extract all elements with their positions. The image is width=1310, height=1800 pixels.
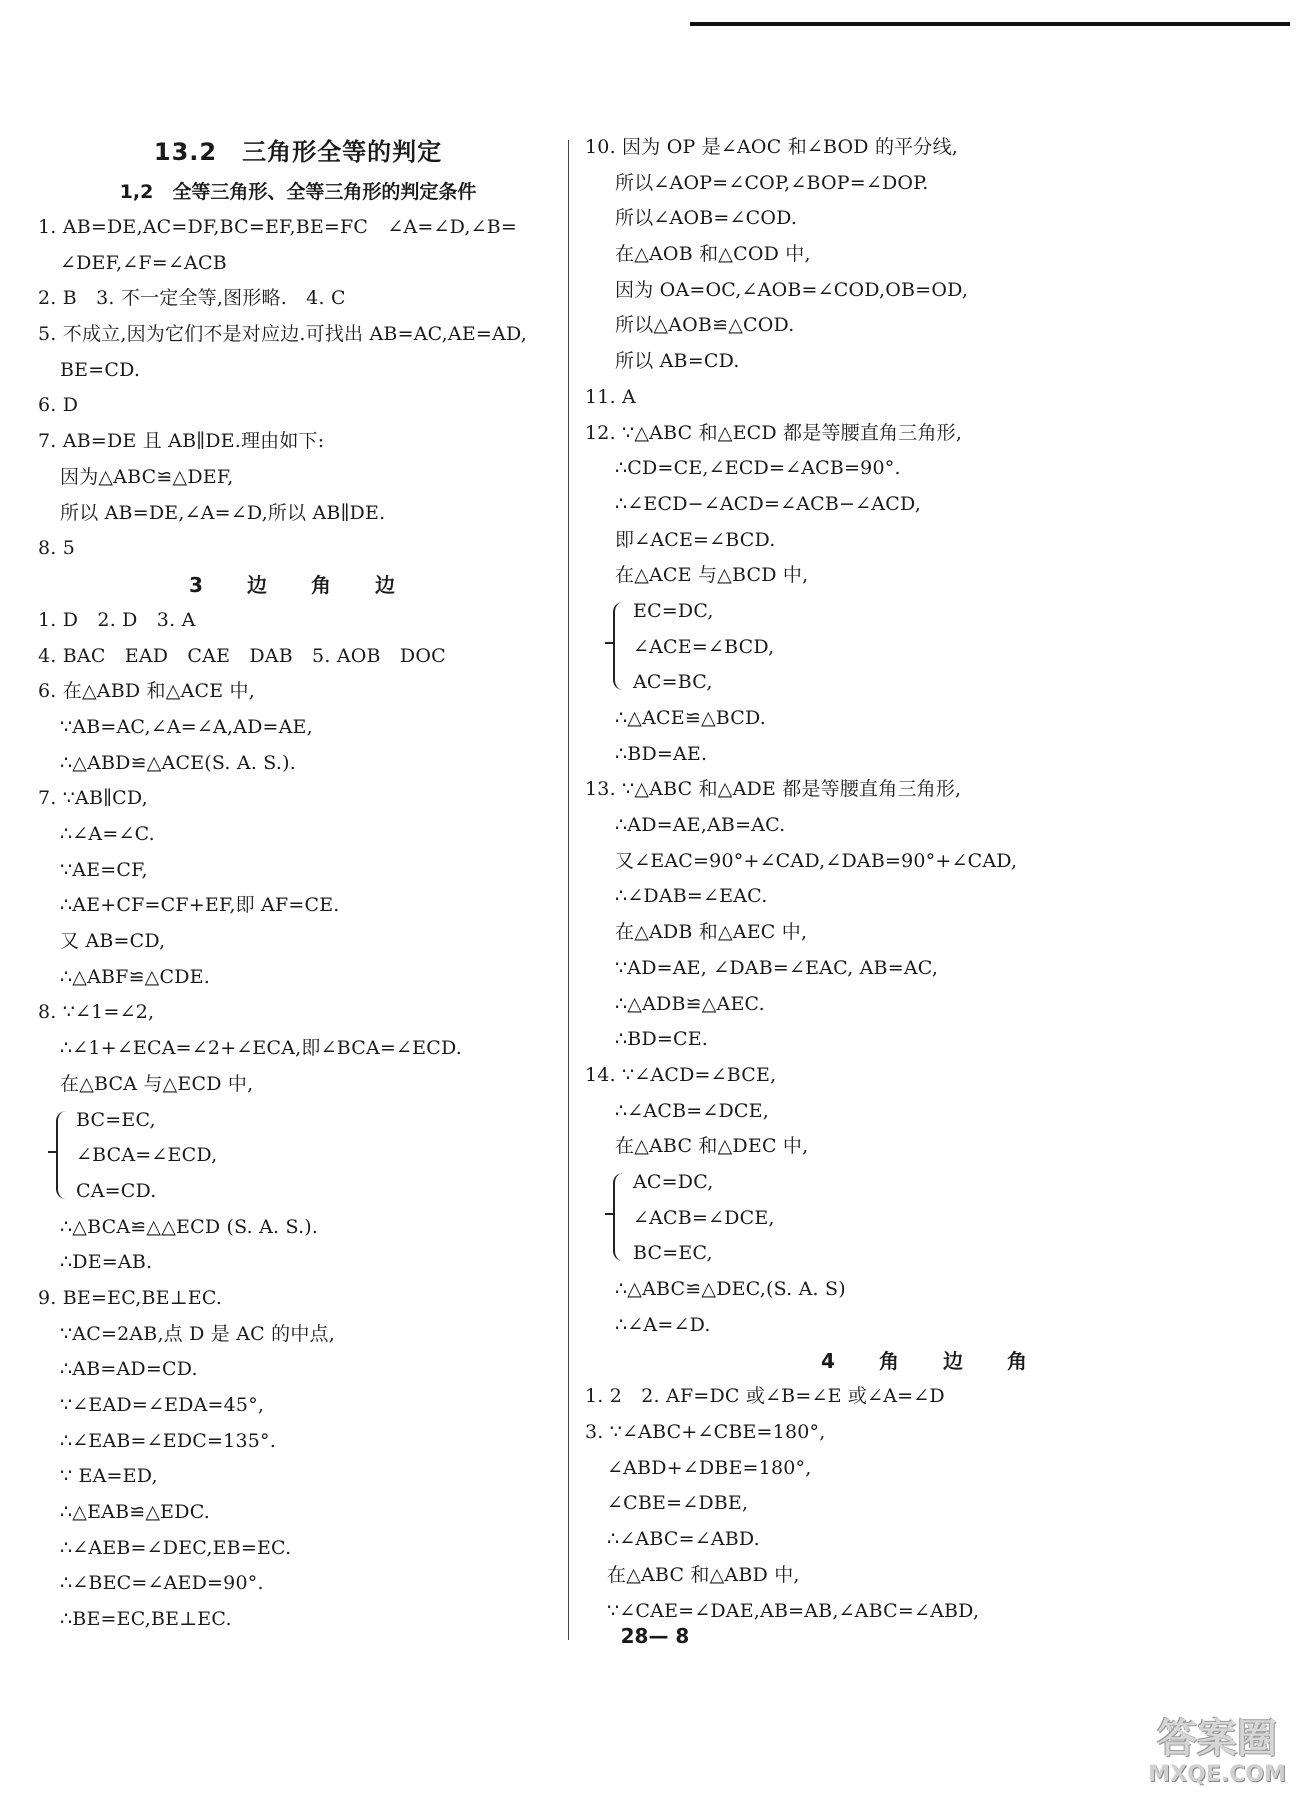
answer-line: ∴∠A=∠C. (60, 823, 155, 845)
answer-line: 7. AB=DE 且 AB∥DE.理由如下: (38, 430, 325, 453)
answer-line: ∠ABD+∠DBE=180°, (607, 1456, 812, 1479)
answer-line: 13. ∵△ABC 和△ADE 都是等腰直角三角形, (585, 778, 962, 801)
answer-line: ∴BD=AE. (615, 742, 708, 765)
right-column (585, 130, 1275, 1629)
answer-line: ∵∠CAE=∠DAE,AB=AB,∠ABC=∠ABD, (607, 1599, 980, 1622)
answer-line: ∴△BCA≌△△ECD (S. A. S.). (60, 1215, 319, 1238)
answer-line: 1. D 2. D 3. A (38, 608, 196, 631)
brace-group (38, 1103, 558, 1210)
answer-line: 5. 不成立,因为它们不是对应边.可找出 AB=AC,AE=AD, (38, 323, 527, 346)
answer-line: 即∠ACE=∠BCD. (615, 528, 776, 551)
brace-group (595, 594, 1275, 701)
answer-line: AC=BC, (633, 671, 713, 694)
answer-line: ∴△ABD≌△ACE(S. A. S.). (60, 751, 296, 774)
answer-line: 又 AB=CD, (60, 930, 166, 953)
answer-line: 所以∠AOB=∠COD. (615, 207, 798, 230)
answer-line: 11. A (585, 385, 636, 408)
answer-line: ∴△ABC≌△DEC,(S. A. S) (615, 1278, 846, 1300)
answer-line: ∴△EAB≌△EDC. (60, 1501, 210, 1524)
watermark-logo (1132, 1716, 1302, 1794)
answer-line: ∴AD=AE,AB=AC. (615, 814, 786, 837)
answer-line: 7. ∵AB∥CD, (38, 787, 148, 810)
answer-line: ∴△ADB≌△AEC. (615, 992, 765, 1015)
answer-line: CA=CD. (76, 1179, 157, 1202)
answer-line: ∵∠EAD=∠EDA=45°, (60, 1394, 265, 1416)
column-divider (568, 140, 569, 1640)
answer-line: 在△BCA 与△ECD 中, (60, 1072, 254, 1095)
answer-line: 所以 AB=CD. (615, 350, 740, 373)
answer-line: ∴∠DAB=∠EAC. (615, 885, 768, 908)
answer-line: 在△ABC 和△DEC 中, (615, 1135, 809, 1158)
answer-line: ∠ACE=∠BCD, (633, 635, 775, 658)
answer-line: ∵AB=AC,∠A=∠A,AD=AE, (60, 715, 313, 738)
answer-line: ∴∠AEB=∠DEC,EB=EC. (60, 1536, 292, 1559)
brace-group (595, 1165, 1275, 1272)
section-1-title: 1,2 全等三角形、全等三角形的判定条件 (119, 181, 477, 203)
answer-line: 8. 5 (38, 537, 76, 560)
answer-line: ∵ EA=ED, (60, 1465, 158, 1488)
left-column (38, 130, 558, 1638)
answer-line: AC=DC, (633, 1170, 714, 1193)
answer-line: ∠ACB=∠DCE, (633, 1206, 775, 1229)
answer-line: ∴∠BEC=∠AED=90°. (60, 1572, 264, 1595)
section-3-answers (38, 603, 558, 1638)
answer-line: ∵AD=AE, ∠DAB=∠EAC, AB=AC, (615, 956, 939, 979)
answer-line: BC=EC, (76, 1108, 156, 1131)
answer-line: 因为 OA=OC,∠AOB=∠COD,OB=OD, (615, 278, 969, 301)
section-4-title: 4 角 边 角 (821, 1349, 1039, 1374)
answer-line: ∴∠ECD−∠ACD=∠ACB−∠ACD, (615, 492, 921, 515)
answer-line: ∴∠ACB=∠DCE, (615, 1099, 769, 1122)
answer-line: BC=EC, (633, 1242, 713, 1265)
answer-line: 8. ∵∠1=∠2, (38, 1001, 155, 1024)
answer-line: 又∠EAC=90°+∠CAD,∠DAB=90°+∠CAD, (615, 849, 1018, 872)
answer-line: ∴CD=CE,∠ECD=∠ACB=90°. (615, 457, 901, 480)
answer-line: ∴△ACE≌△BCD. (615, 707, 767, 729)
answer-line: ∵AE=CF, (60, 858, 148, 881)
answer-line: ∠BCA=∠ECD, (76, 1144, 218, 1167)
section-1-answers (38, 210, 558, 567)
section-4-answers (585, 1379, 1275, 1629)
answer-line: ∴AB=AD=CD. (60, 1358, 198, 1381)
answer-line: 1. AB=DE,AC=DF,BC=EF,BE=FC ∠A=∠D,∠B= (38, 216, 518, 238)
answer-line: 因为△ABC≌△DEF, (60, 465, 234, 488)
watermark-top: 答案圈 (1157, 1716, 1277, 1762)
answer-line: 在△AOB 和△COD 中, (615, 243, 811, 266)
answer-line: 在△ADB 和△AEC 中, (615, 921, 808, 944)
section-3-answers-continued (585, 130, 1275, 1343)
answer-line: ∠CBE=∠DBE, (607, 1492, 749, 1515)
answer-line: ∵AC=2AB,点 D 是 AC 的中点, (60, 1322, 335, 1345)
answer-line: ∴DE=AB. (60, 1251, 153, 1274)
answer-line: 6. 在△ABD 和△ACE 中, (38, 680, 255, 703)
answer-line: 1. 2 2. AF=DC 或∠B=∠E 或∠A=∠D (585, 1385, 945, 1408)
answer-line: 所以 AB=DE,∠A=∠D,所以 AB∥DE. (60, 501, 386, 524)
answer-line: ∴∠ABC=∠ABD. (607, 1528, 760, 1551)
answer-line: BE=CD. (60, 358, 141, 381)
answer-line: ∴BD=CE. (615, 1028, 709, 1051)
answer-line: EC=DC, (633, 599, 714, 622)
chapter-title: 13.2 三角形全等的判定 (153, 138, 443, 166)
answer-line: ∴BE=EC,BE⊥EC. (60, 1608, 232, 1631)
answer-line: 12. ∵△ABC 和△ECD 都是等腰直角三角形, (585, 421, 963, 444)
answer-line: 所以∠AOP=∠COP,∠BOP=∠DOP. (615, 171, 929, 194)
answer-line: ∴∠1+∠ECA=∠2+∠ECA,即∠BCA=∠ECD. (60, 1037, 462, 1060)
answer-line: 在△ABC 和△ABD 中, (607, 1563, 800, 1586)
answer-line: 6. D (38, 394, 79, 417)
answer-line: 9. BE=EC,BE⊥EC. (38, 1286, 223, 1309)
answer-line: 所以△AOB≌△COD. (615, 314, 795, 337)
answer-line: 2. B 3. 不一定全等,图形略. 4. C (38, 287, 346, 310)
section-3-title: 3 边 角 边 (189, 572, 407, 597)
answer-line: 3. ∵∠ABC+∠CBE=180°, (585, 1421, 826, 1444)
answer-line: ∴∠A=∠D. (615, 1313, 711, 1336)
top-rule (690, 22, 1290, 26)
answer-line: 4. BAC EAD CAE DAB 5. AOB DOC (38, 644, 446, 667)
watermark-bottom: MXQE.COM (1148, 1762, 1286, 1787)
answer-line: ∴△ABF≌△CDE. (60, 965, 210, 988)
answer-line: ∠DEF,∠F=∠ACB (60, 251, 227, 274)
answer-line: ∴AE+CF=CF+EF,即 AF=CE. (60, 894, 340, 917)
answer-line: 14. ∵∠ACD=∠BCE, (585, 1063, 777, 1086)
answer-line: 10. 因为 OP 是∠AOC 和∠BOD 的平分线, (585, 136, 959, 158)
answer-line: 在△ACE 与△BCD 中, (615, 564, 809, 587)
page-number: 28— 8 (620, 1624, 690, 1648)
answer-line: ∴∠EAB=∠EDC=135°. (60, 1429, 276, 1452)
